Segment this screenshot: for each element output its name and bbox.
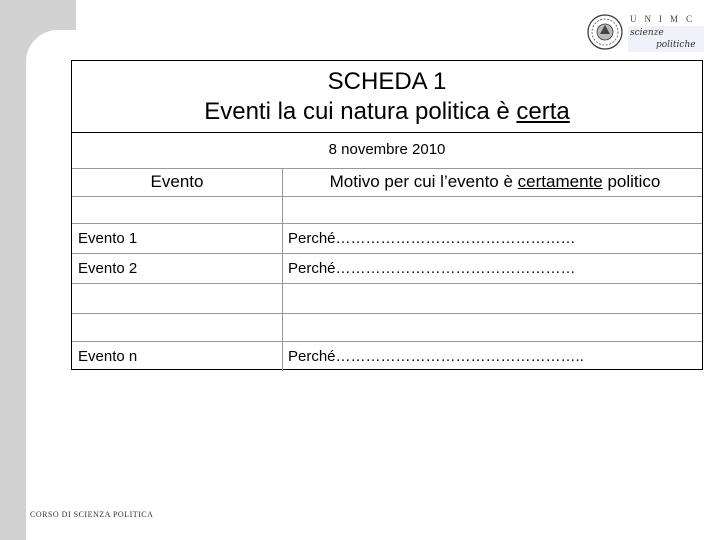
divider	[72, 253, 702, 254]
page-subtitle: Eventi la cui natura politica è certa	[204, 98, 570, 125]
table-cell-evento: Evento 2	[78, 260, 138, 277]
page-title: SCHEDA 1	[327, 68, 447, 95]
divider	[72, 283, 702, 284]
footer-text: CORSO DI SCIENZA POLITICA	[30, 510, 154, 519]
table-cell-motivo: Perché…………………………………………	[288, 260, 576, 277]
column-header-motivo: Motivo per cui l’evento è certamente politico	[329, 172, 661, 191]
divider	[72, 168, 702, 169]
date-text: 8 novembre 2010	[328, 141, 446, 158]
table-cell-evento: Evento 1	[78, 230, 138, 247]
table-cell-motivo: Perché…………………………………………	[288, 230, 576, 247]
divider	[72, 196, 702, 197]
divider	[72, 223, 702, 224]
title-block	[72, 61, 702, 133]
university-logo	[586, 12, 706, 54]
subtitle-underlined-word: certa	[516, 98, 570, 125]
divider	[72, 341, 702, 342]
divider	[72, 313, 702, 314]
sidebar-curve	[26, 30, 76, 540]
seal-icon	[586, 12, 624, 52]
scheda-table	[71, 60, 703, 370]
logo-letters: UNIMC	[630, 14, 701, 24]
table-cell-motivo: Perché…………………………………………..	[288, 348, 584, 365]
logo-word-politiche: politiche	[656, 40, 696, 50]
column-header-evento: Evento	[150, 172, 204, 191]
table-cell-evento: Evento n	[78, 348, 138, 365]
logo-word-scienze: scienze	[630, 28, 664, 38]
